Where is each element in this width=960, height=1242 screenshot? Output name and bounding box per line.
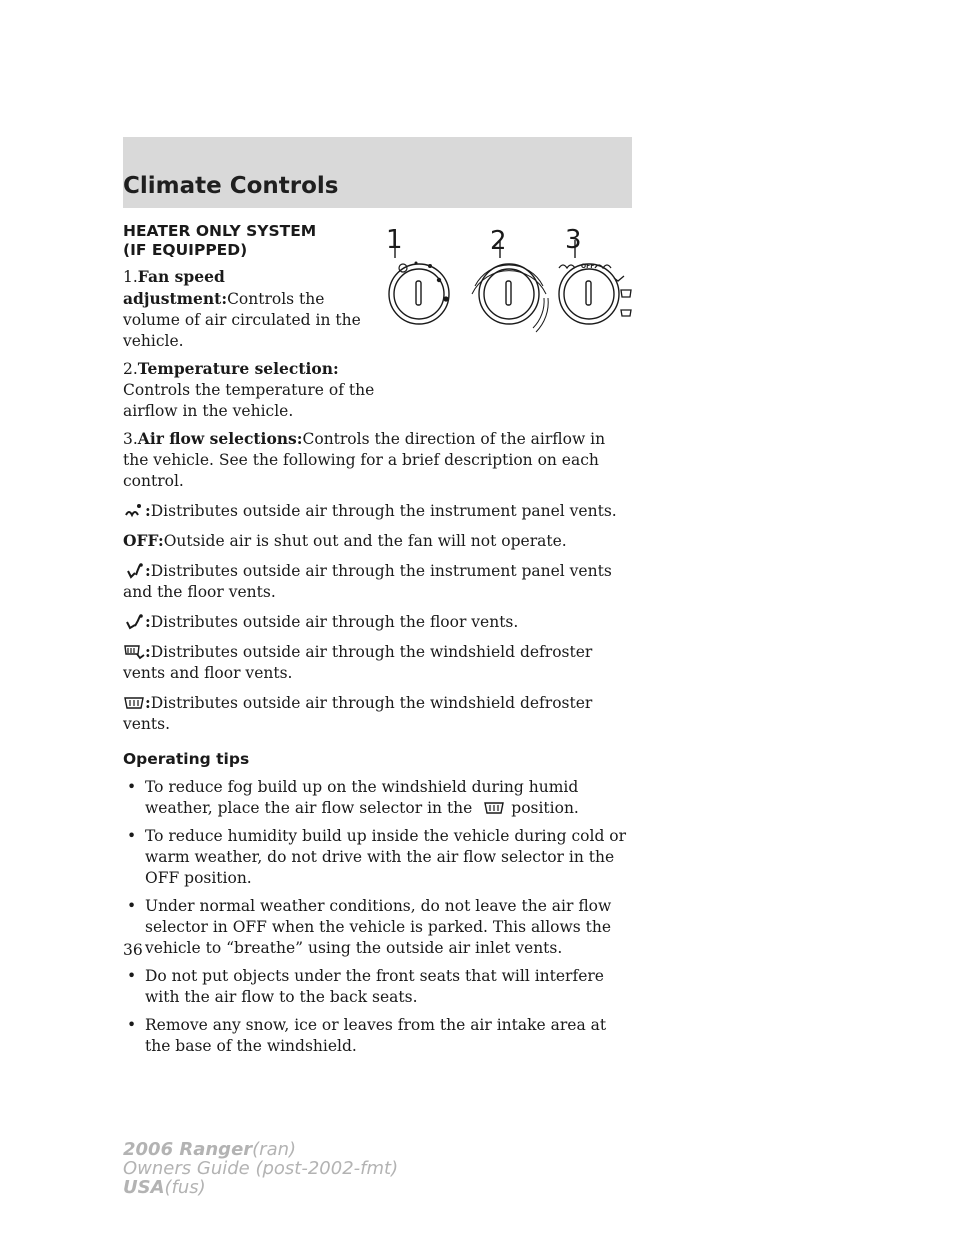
list-item [123, 896, 633, 959]
control-item-1 [123, 266, 378, 352]
item-text: Controls the volume of air circulated in the vehicle. [123, 290, 361, 350]
callout-1: 1 [386, 228, 403, 255]
mode-text: Outside air is shut out and the fan will not operate. [163, 532, 567, 550]
panel-floor-vent-icon [123, 563, 145, 579]
item-heading: Fan speed adjustment: [123, 267, 228, 308]
tip-text: Do not put objects under the front seats that will interfere with the air flow to the back seats. [145, 967, 604, 1006]
mode-label: : [145, 642, 151, 661]
mode-label: OFF: [123, 531, 164, 550]
footer-line-1 [123, 1140, 398, 1159]
defrost-icon [123, 695, 145, 711]
control-item-3 [123, 428, 633, 492]
mode-text: Distributes outside air through the windshield defroster vents. [123, 694, 593, 733]
mode-panel-floor [123, 560, 633, 603]
item-number: 1. [123, 268, 138, 286]
section-title-line2: (IF EQUIPPED) [123, 241, 248, 259]
callout-3: 3 [565, 228, 582, 255]
footer-line-2: Owners Guide (post-2002-fmt) [123, 1158, 399, 1179]
list-item [123, 777, 633, 819]
tip-text: To reduce fog build up on the windshield during humid weather, place the air flow selector in the [145, 778, 579, 817]
bullet: • [127, 967, 137, 985]
mode-text: Distributes outside air through the windshield defroster vents and floor vents. [123, 643, 593, 682]
mode-off [123, 530, 633, 552]
chapter-title: Climate Controls [123, 173, 339, 199]
mode-text: Distributes outside air through the instrument panel vents and the floor vents. [123, 562, 612, 601]
footer-market-code: (fus) [164, 1177, 206, 1198]
operating-tips-title: Operating tips [123, 750, 250, 768]
footer-model: 2006 Ranger [123, 1139, 253, 1160]
page-content [123, 222, 633, 1057]
section-title-line1: HEATER ONLY SYSTEM [123, 222, 317, 240]
defrost-icon [483, 800, 505, 816]
mode-text: Distributes outside air through the instrument panel vents. [150, 502, 617, 520]
bullet: • [127, 897, 137, 915]
mode-label: : [145, 612, 151, 631]
section-title [123, 222, 373, 260]
item-text: Controls the temperature of the airflow in the vehicle. [123, 381, 375, 420]
floor-vent-icon [123, 614, 145, 630]
tip-text: position. [511, 799, 579, 817]
mode-label: : [145, 501, 151, 520]
callout-2: 2 [490, 228, 507, 256]
tip-text: To reduce humidity build up inside the vehicle during cold or warm weather, do not drive with the air flow selector in the OFF position. [145, 827, 627, 887]
mode-label: : [145, 561, 151, 580]
mode-panel [123, 500, 633, 522]
off-label: OFF [581, 263, 595, 270]
list-item [123, 1015, 633, 1057]
bullet: • [127, 1016, 137, 1034]
item-heading: Temperature selection: [137, 359, 339, 378]
item-number: 2. [123, 360, 138, 378]
document-footer [123, 1140, 398, 1197]
control-item-2 [123, 358, 378, 422]
operating-tips-list [123, 777, 633, 1057]
defrost-floor-icon [123, 644, 145, 660]
tip-text: Remove any snow, ice or leaves from the air intake area at the base of the windshield. [145, 1016, 607, 1055]
item-text: Controls the direction of the airflow in the vehicle. See the following for a brief description on each control. [123, 430, 606, 490]
list-item [123, 966, 633, 1008]
mode-defrost-floor [123, 641, 633, 684]
footer-model-code: (ran) [252, 1139, 297, 1160]
tip-text: Under normal weather conditions, do not leave the air flow selector in OFF when the vehicle is parked. This allows the vehicle to “breathe” using the outside air inlet vents. [145, 897, 612, 957]
footer-line-3 [123, 1178, 398, 1197]
page-number: 36 [123, 941, 143, 959]
item-number: 3. [123, 430, 138, 448]
panel-vent-icon [123, 503, 145, 519]
footer-market: USA [123, 1177, 165, 1198]
list-item [123, 826, 633, 889]
bullet: • [127, 778, 137, 796]
mode-text: Distributes outside air through the floor vents. [150, 613, 519, 631]
item-heading: Air flow selections: [137, 429, 303, 448]
bullet: • [127, 827, 137, 845]
mode-label: : [145, 693, 151, 712]
mode-defrost [123, 692, 633, 735]
mode-floor [123, 611, 633, 633]
chapter-header [123, 137, 632, 208]
